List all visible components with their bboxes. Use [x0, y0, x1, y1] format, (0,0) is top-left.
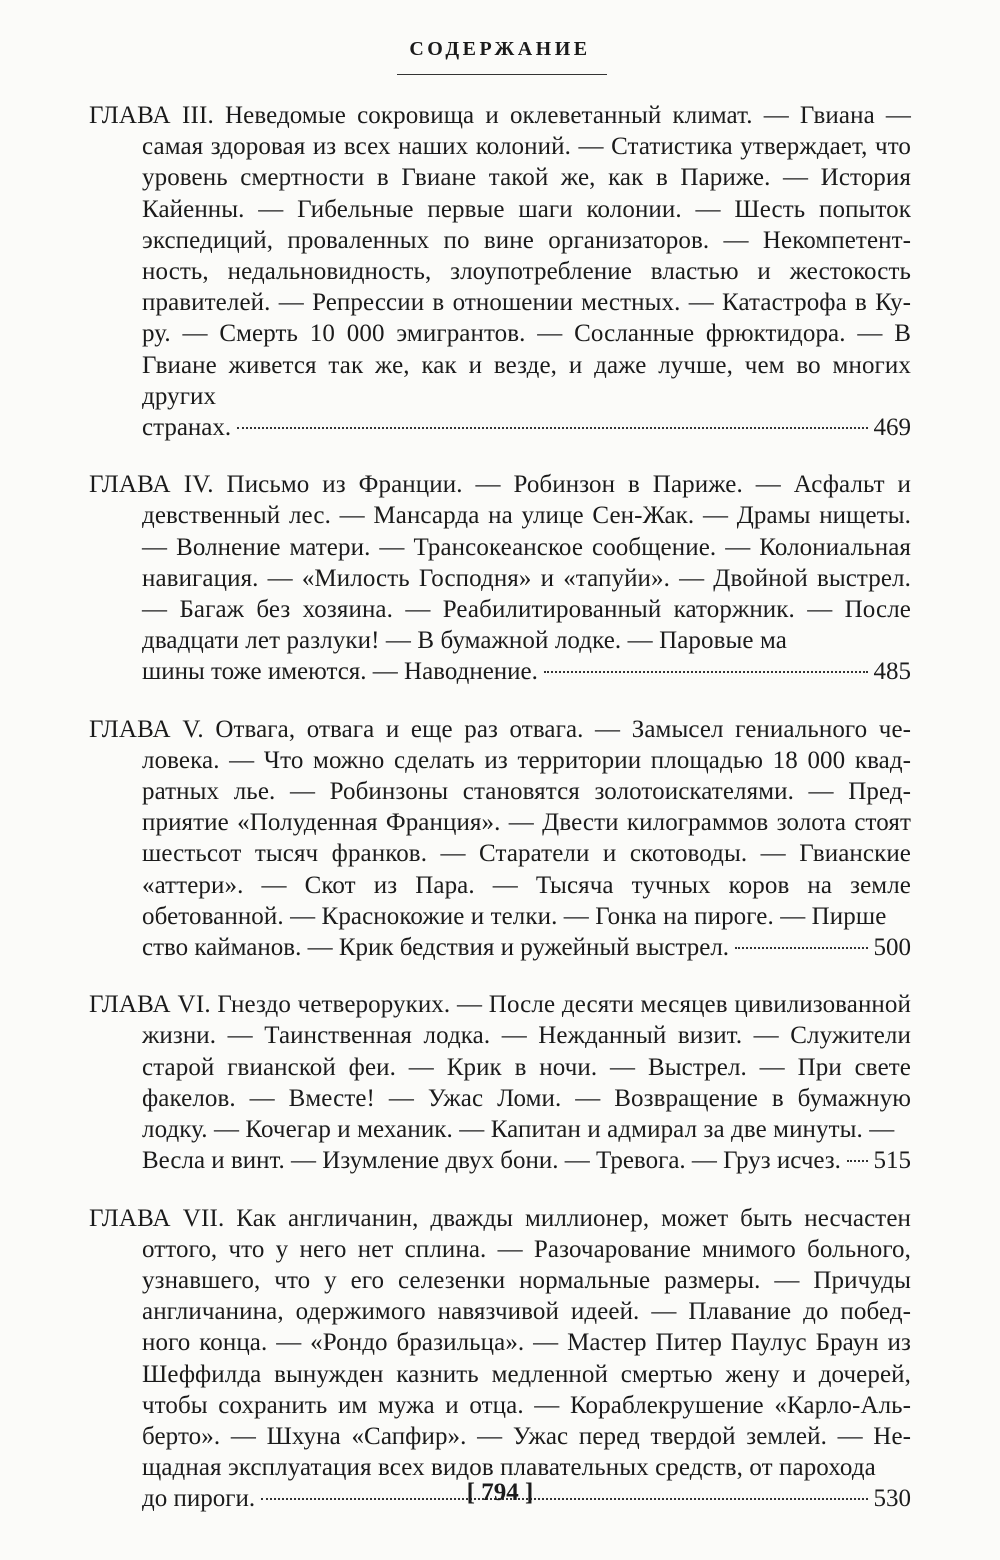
chapter-summary-end: ство кайманов. — Крик бедствия и ружейный выстрел.	[142, 934, 730, 962]
running-head: СОДЕРЖАНИЕ	[409, 38, 591, 60]
toc-entry-chapter-5	[89, 714, 911, 964]
dot-leader	[544, 671, 868, 673]
chapter-heading: ГЛАВА V.	[89, 715, 204, 743]
toc-entry-last-line	[142, 656, 911, 687]
running-head-rule	[397, 74, 607, 75]
dot-leader	[847, 1160, 868, 1162]
chapter-heading: ГЛАВА VI.	[89, 991, 211, 1019]
chapter-summary-end: до пироги.	[142, 1485, 256, 1513]
chapter-heading: ГЛАВА IV.	[89, 471, 214, 499]
chapter-summary: Неведомые сокровища и оклеветанный климат. — Гвиана — самая здоровая из всех наших колоний. — Статистика утверждает, что уровень смертности в Гвиане такой же, как в Париже. — История Кайенны. — Гибельные первые шаги колонии. — Шесть попыток экспедиций, проваленных по вине организаторов. — Некомпетентность, недальновидность, злоупотребление властью и жестокость правителей. — Репрессии в отношении местных. — Катастрофа в Куру. — Смерть 10 000 эмигрантов. — Сосланные фрюктидора. — В Гвиане живется так же, как и везде, и даже лучше, чем во многих других	[142, 102, 912, 410]
chapter-summary-end: странах.	[142, 414, 232, 442]
toc-entry-chapter-6	[89, 989, 911, 1176]
page-number: 469	[873, 414, 911, 442]
chapter-heading: ГЛАВА VII.	[89, 1204, 225, 1232]
toc-entry-chapter-4	[89, 469, 911, 687]
toc-entry-last-line	[142, 1145, 911, 1176]
chapter-summary-end: шины тоже имеются. — Наводнение.	[142, 658, 538, 686]
chapter-summary: Отвага, отвага и еще раз отвага. — Замысел гениального человека. — Что можно сделать из территории площадью 18 000 квадратных лье. — Робинзоны становятся золотоискателями. — Предприятие «Полуденная Франция». — Двести килограммов золота стоят шестьсот тысяч франков. — Старатели и скотоводы. — Гвианские «аттери». — Скот из Пара. — Тысяча тучных коров на земле обетованной. — Краснокожие и телки. — Гонка на пироге. — Пирше	[142, 715, 911, 930]
chapter-heading: ГЛАВА III.	[89, 102, 214, 129]
toc-entry-last-line	[142, 932, 911, 963]
toc-entry-last-line	[142, 412, 911, 443]
table-of-contents	[89, 100, 911, 1541]
chapter-summary: Письмо из Франции. — Робинзон в Париже. — Асфальт и девственный лес. — Мансарда на улице Сен-Жак. — Драмы нищеты. — Волнение матери. — Трансокеанское сообщение. — Колониальная навигация. — «Милость Господня» и «тапуйи». — Двойной выстрел. — Багаж без хозяина. — Реабилитированный каторжник. — После двадцати лет разлуки! — В бумажной лодке. — Паровые ма	[142, 471, 911, 655]
page-number: 485	[873, 658, 911, 686]
chapter-summary: Как англичанин, дважды миллионер, может быть несчастен оттого, что у него нет сплина. — Разочарование мнимого больного, узнавшего, что у его селезенки нормальные размеры. — Причуды англичанина, одержимого навязчивой идеей. — Плавание до победного конца. — «Рондо бразильца». — Мастер Питер Паулус Браун из Шеффилда вынужден казнить медленной смертью жену и дочерей, чтобы сохранить им мужа и отца. — Кораблекрушение «Карло-Альберто». — Шхуна «Сапфир». — Ужас перед твердой землей. — Нещадная эксплуатация всех видов плавательных средств, от парохода	[142, 1204, 911, 1482]
page-number: 530	[873, 1485, 911, 1513]
page-number: 515	[873, 1147, 911, 1175]
toc-entry-chapter-7	[89, 1203, 911, 1515]
page-folio: [ 794 ]	[466, 1479, 534, 1506]
dot-leader	[735, 947, 867, 949]
chapter-summary-end: Весла и винт. — Изумление двух бони. — Тревога. — Груз исчез.	[142, 1147, 841, 1175]
chapter-summary: Гнездо четвероруких. — После десяти месяцев цивилизованной жизни. — Таинственная лодка. — Нежданный визит. — Служители старой гвианской феи. — Крик в ночи. — Выстрел. — При свете факелов. — Вместе! — Ужас Ломи. — Возвращение в бумажную лодку. — Кочегар и механик. — Капитан и адмирал за две минуты. —	[142, 991, 911, 1144]
toc-entry-chapter-3	[89, 100, 911, 443]
page-number: 500	[873, 934, 911, 962]
dot-leader	[237, 427, 867, 429]
